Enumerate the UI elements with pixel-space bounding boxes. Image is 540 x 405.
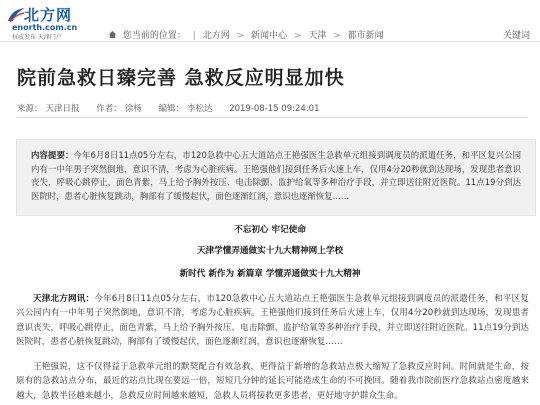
breadcrumb-separator: | <box>192 31 196 41</box>
article-title: 院前急救日臻完善 急救反应明显加快 <box>17 67 345 89</box>
site-logo[interactable] <box>6 4 98 41</box>
paragraph-1-text: 今年6月8日11点05分左右，市120急救中心五大道站点王艳强医生急救单元组接到调度员的派遣任务，和平区复兴公园内有一中年男子突然倒地，意识不清，考虑为心脏疾病。王艳强他们接到任务后火速上车，仅用4分20秒就到达现场，发现患者意识丧失，呼吸心跳停止，面色青紫，马上给予胸外按压、电击除颤、监护给氧等多种治疗手段，并立即送往附近医院。11点19分到达医院时，患者心脏恢复跳动，胸部有了缓慢起伏，面色逐渐红润，意识也逐渐恢复…… <box>16 294 529 348</box>
article-paragraph-1 <box>16 292 529 350</box>
campaign-line-1: 不忘初心 牢记使命 <box>234 225 306 235</box>
meta-divider <box>17 117 528 118</box>
breadcrumb-item-tianjin[interactable]: 天津 <box>308 31 327 41</box>
summary-label: 内容提要： <box>31 150 74 160</box>
author-value: 徐杨 <box>124 104 142 114</box>
breadcrumb-separator: > <box>236 31 245 41</box>
location-label: 您当前的位置： <box>122 31 186 41</box>
logo-domain: enorth.com.cn <box>12 23 78 32</box>
breadcrumb-item-news-center[interactable]: 新闻中心 <box>251 31 288 41</box>
lead-label: 天津北方网讯： <box>33 294 95 304</box>
logo-text: 北方网 <box>24 6 73 24</box>
source-label: 来源： <box>17 104 43 114</box>
article-paragraph-2: 王艳强说，这不仅得益于急救单元组的默契配合有效急救，更得益于新增的急救站点极大缩短了急救反应时间。时间就是生命，按原有的急救站点分布，最近的站点比现在要远一倍，短短几分钟的延长可能造成生命的不可挽回。随着我市院前医疗急救站点密度越来越大，急救半径越来越小，急救反应时间越来越短，急救人员将接救更多患者，更好地守护群众生命。 <box>16 362 529 401</box>
campaign-line-2[interactable]: 天津学懂弄通做实十九大精神网上学校 <box>196 246 344 256</box>
logo-swoosh-icon <box>6 7 26 23</box>
site-header <box>0 0 540 42</box>
editor-value: 李松达 <box>186 104 213 114</box>
article-meta <box>17 102 322 114</box>
summary-box <box>16 139 536 216</box>
breadcrumb-item-city-news[interactable]: 都市新闻 <box>347 31 384 41</box>
author-label: 作者： <box>96 104 122 114</box>
breadcrumb <box>108 28 384 41</box>
home-icon <box>108 30 117 39</box>
summary-text: 今年6月8日11点05分左右，市120急救中心五大道站点王艳强医生急救单元组接到调度员的派遣任务，和平区复兴公园内有一中年男子突然倒地，意识不清，考虑为心脏疾病。王艳强他们接到任务后火速上车，仅用4分20秒就到达现场，发现患者意识丧失，呼吸心跳停止，面色青紫，马上给予胸外按压、电击除颤、监护给氧等多种治疗手段，并立即送往附近医院。11点19分到达医院时，患者心脏恢复跳动，胸部有了缓慢起伏，面色逐渐红润，意识也逐渐恢复…… <box>31 150 522 201</box>
breadcrumb-separator: > <box>293 31 302 41</box>
logo-slogan: 权威发布 天津门户 <box>12 34 62 41</box>
campaign-line-3: 新时代 新作为 新篇章 学懂弄通做实十九大精神 <box>179 269 361 279</box>
publish-datetime: 2019-08-15 09:24:01 <box>229 104 320 114</box>
editor-label: 编辑： <box>158 104 184 114</box>
breadcrumb-separator: > <box>333 31 341 41</box>
source-value: 天津日报 <box>45 104 80 114</box>
keyword-link[interactable]: 关键词 <box>502 31 530 41</box>
breadcrumb-item-home[interactable]: 北方网 <box>202 31 230 41</box>
